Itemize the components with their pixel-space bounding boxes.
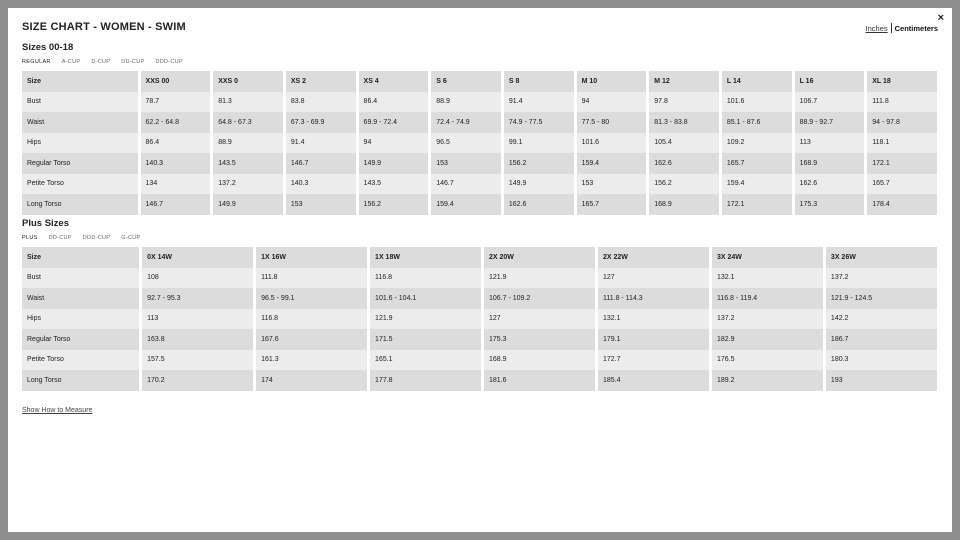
table-cell: 116.8 xyxy=(256,309,367,330)
size-column-header: L 16 xyxy=(795,71,865,92)
table-cell: 140.3 xyxy=(286,174,356,195)
table-cell: 105.4 xyxy=(649,133,719,154)
row-label: Waist xyxy=(22,112,138,133)
row-label: Regular Torso xyxy=(22,153,138,174)
table-cell: 156.2 xyxy=(359,194,429,215)
table-cell: 62.2 - 64.8 xyxy=(141,112,211,133)
table-cell: 172.7 xyxy=(598,350,709,371)
table-cell: 165.7 xyxy=(722,153,792,174)
table-cell: 111.8 xyxy=(256,268,367,289)
table-cell: 137.2 xyxy=(712,309,823,330)
size-column-header: 1X 18W xyxy=(370,247,481,268)
table-cell: 99.1 xyxy=(504,133,574,154)
section-title: Plus Sizes xyxy=(22,218,69,229)
table-cell: 165.7 xyxy=(867,174,937,195)
table-cell: 172.1 xyxy=(722,194,792,215)
table-cell: 137.2 xyxy=(213,174,283,195)
table-cell: 97.8 xyxy=(649,92,719,113)
table-cell: 186.7 xyxy=(826,329,937,350)
row-label: Long Torso xyxy=(22,370,139,391)
table-cell: 85.1 - 87.6 xyxy=(722,112,792,133)
size-column-header: L 14 xyxy=(722,71,792,92)
table-cell: 121.9 - 124.5 xyxy=(826,288,937,309)
table-row xyxy=(22,288,937,309)
table-cell: 178.4 xyxy=(867,194,937,215)
table-row xyxy=(22,350,937,371)
table-cell: 149.9 xyxy=(359,153,429,174)
table-cell: 137.2 xyxy=(826,268,937,289)
cup-tab[interactable]: DDD-CUP xyxy=(82,235,111,241)
table-cell: 83.8 xyxy=(286,92,356,113)
table-row xyxy=(22,268,937,289)
table-cell: 146.7 xyxy=(431,174,501,195)
size-header-cell: Size xyxy=(22,71,138,92)
table-cell: 118.1 xyxy=(867,133,937,154)
table-row xyxy=(22,133,937,154)
size-column-header: S 8 xyxy=(504,71,574,92)
size-column-header: 3X 26W xyxy=(826,247,937,268)
table-header-row xyxy=(22,247,937,268)
table-row xyxy=(22,174,937,195)
size-column-header: S 6 xyxy=(431,71,501,92)
table-cell: 182.9 xyxy=(712,329,823,350)
table-cell: 92.7 - 95.3 xyxy=(142,288,253,309)
table-cell: 142.2 xyxy=(826,309,937,330)
table-cell: 64.8 - 67.3 xyxy=(213,112,283,133)
table-cell: 163.8 xyxy=(142,329,253,350)
show-how-to-measure-link[interactable]: Show How to Measure xyxy=(22,407,93,414)
row-label: Regular Torso xyxy=(22,329,139,350)
size-column-header: XXS 0 xyxy=(213,71,283,92)
table-cell: 176.5 xyxy=(712,350,823,371)
table-cell: 143.5 xyxy=(213,153,283,174)
close-button[interactable]: × xyxy=(937,12,944,24)
table-row xyxy=(22,309,937,330)
section-title: Sizes 00-18 xyxy=(22,42,74,53)
table-cell: 113 xyxy=(795,133,865,154)
table-cell: 143.5 xyxy=(359,174,429,195)
cup-tab[interactable]: DDD-CUP xyxy=(155,59,183,65)
table-cell: 74.9 - 77.5 xyxy=(504,112,574,133)
table-cell: 116.8 - 119.4 xyxy=(712,288,823,309)
table-row xyxy=(22,194,937,215)
size-column-header: XXS 00 xyxy=(141,71,211,92)
table-cell: 159.4 xyxy=(577,153,647,174)
table-cell: 96.5 xyxy=(431,133,501,154)
size-column-header: 0X 14W xyxy=(142,247,253,268)
table-cell: 140.3 xyxy=(141,153,211,174)
table-cell: 161.3 xyxy=(256,350,367,371)
cup-tabs xyxy=(22,234,937,242)
cup-tab[interactable]: PLUS xyxy=(22,235,38,241)
table-cell: 132.1 xyxy=(712,268,823,289)
table-cell: 162.6 xyxy=(649,153,719,174)
table-cell: 181.6 xyxy=(484,370,595,391)
table-cell: 193 xyxy=(826,370,937,391)
modal-title: SIZE CHART - WOMEN - SWIM xyxy=(22,21,186,33)
table-cell: 149.9 xyxy=(504,174,574,195)
table-cell: 91.4 xyxy=(504,92,574,113)
table-cell: 101.6 xyxy=(722,92,792,113)
centimeters-link[interactable]: Centimeters xyxy=(894,23,938,33)
size-table-plus xyxy=(19,247,940,391)
unit-toggle xyxy=(866,23,938,33)
table-cell: 106.7 xyxy=(795,92,865,113)
table-cell: 170.2 xyxy=(142,370,253,391)
table-row xyxy=(22,92,937,113)
table-cell: 91.4 xyxy=(286,133,356,154)
size-column-header: 2X 22W xyxy=(598,247,709,268)
table-cell: 159.4 xyxy=(722,174,792,195)
table-cell: 168.9 xyxy=(484,350,595,371)
row-label: Petite Torso xyxy=(22,350,139,371)
section-plus-sizes xyxy=(22,218,937,391)
table-cell: 111.8 xyxy=(867,92,937,113)
table-cell: 94 xyxy=(577,92,647,113)
table-cell: 94 - 97.8 xyxy=(867,112,937,133)
row-label: Hips xyxy=(22,309,139,330)
table-cell: 149.9 xyxy=(213,194,283,215)
table-cell: 96.5 - 99.1 xyxy=(256,288,367,309)
table-row xyxy=(22,153,937,174)
table-cell: 157.5 xyxy=(142,350,253,371)
table-cell: 127 xyxy=(484,309,595,330)
table-cell: 109.2 xyxy=(722,133,792,154)
table-cell: 175.3 xyxy=(484,329,595,350)
cup-tab[interactable]: DD-CUP xyxy=(48,235,72,241)
cup-tab[interactable]: D-CUP xyxy=(91,59,111,65)
table-cell: 86.4 xyxy=(141,133,211,154)
table-cell: 88.9 - 92.7 xyxy=(795,112,865,133)
table-cell: 165.1 xyxy=(370,350,481,371)
cup-tab[interactable]: A-CUP xyxy=(61,59,81,65)
size-column-header: M 10 xyxy=(577,71,647,92)
table-cell: 106.7 - 109.2 xyxy=(484,288,595,309)
size-chart-modal xyxy=(8,8,952,532)
size-column-header: XS 4 xyxy=(359,71,429,92)
size-header-cell: Size xyxy=(22,247,139,268)
table-cell: 162.6 xyxy=(795,174,865,195)
table-cell: 156.2 xyxy=(649,174,719,195)
table-cell: 134 xyxy=(141,174,211,195)
size-table-regular xyxy=(19,71,940,215)
table-cell: 174 xyxy=(256,370,367,391)
table-cell: 175.3 xyxy=(795,194,865,215)
cup-tab[interactable]: G-CUP xyxy=(121,235,141,241)
row-label: Bust xyxy=(22,268,139,289)
inches-link[interactable]: Inches xyxy=(865,23,888,33)
table-cell: 69.9 - 72.4 xyxy=(359,112,429,133)
row-label: Waist xyxy=(22,288,139,309)
table-cell: 189.2 xyxy=(712,370,823,391)
table-cell: 86.4 xyxy=(359,92,429,113)
table-cell: 171.5 xyxy=(370,329,481,350)
cup-tab[interactable]: DD-CUP xyxy=(121,59,145,65)
table-cell: 180.3 xyxy=(826,350,937,371)
table-cell: 153 xyxy=(577,174,647,195)
table-cell: 108 xyxy=(142,268,253,289)
row-label: Petite Torso xyxy=(22,174,138,195)
table-cell: 167.6 xyxy=(256,329,367,350)
table-cell: 101.6 xyxy=(577,133,647,154)
table-header-row xyxy=(22,71,937,92)
section-sizes-00-18 xyxy=(22,42,937,215)
table-cell: 127 xyxy=(598,268,709,289)
cup-tabs xyxy=(22,58,937,66)
table-cell: 146.7 xyxy=(141,194,211,215)
table-row xyxy=(22,112,937,133)
table-cell: 121.9 xyxy=(484,268,595,289)
table-cell: 94 xyxy=(359,133,429,154)
table-cell: 165.7 xyxy=(577,194,647,215)
row-label: Bust xyxy=(22,92,138,113)
size-column-header: XS 2 xyxy=(286,71,356,92)
size-column-header: M 12 xyxy=(649,71,719,92)
table-cell: 146.7 xyxy=(286,153,356,174)
table-cell: 177.8 xyxy=(370,370,481,391)
table-cell: 101.6 - 104.1 xyxy=(370,288,481,309)
table-cell: 159.4 xyxy=(431,194,501,215)
table-cell: 162.6 xyxy=(504,194,574,215)
cup-tab[interactable]: REGULAR xyxy=(22,59,51,65)
table-cell: 153 xyxy=(431,153,501,174)
table-cell: 113 xyxy=(142,309,253,330)
table-cell: 81.3 - 83.8 xyxy=(649,112,719,133)
table-row xyxy=(22,329,937,350)
size-column-header: 1X 16W xyxy=(256,247,367,268)
table-cell: 88.9 xyxy=(213,133,283,154)
table-cell: 168.9 xyxy=(795,153,865,174)
size-column-header: 3X 24W xyxy=(712,247,823,268)
table-cell: 153 xyxy=(286,194,356,215)
table-cell: 72.4 - 74.9 xyxy=(431,112,501,133)
table-cell: 77.5 - 80 xyxy=(577,112,647,133)
table-cell: 132.1 xyxy=(598,309,709,330)
table-cell: 156.2 xyxy=(504,153,574,174)
table-cell: 81.3 xyxy=(213,92,283,113)
row-label: Hips xyxy=(22,133,138,154)
table-cell: 172.1 xyxy=(867,153,937,174)
table-cell: 88.9 xyxy=(431,92,501,113)
table-cell: 111.8 - 114.3 xyxy=(598,288,709,309)
table-row xyxy=(22,370,937,391)
size-column-header: 2X 20W xyxy=(484,247,595,268)
table-cell: 116.8 xyxy=(370,268,481,289)
unit-divider xyxy=(891,23,892,33)
table-cell: 168.9 xyxy=(649,194,719,215)
row-label: Long Torso xyxy=(22,194,138,215)
table-cell: 185.4 xyxy=(598,370,709,391)
table-cell: 67.3 - 69.9 xyxy=(286,112,356,133)
table-cell: 78.7 xyxy=(141,92,211,113)
size-column-header: XL 18 xyxy=(867,71,937,92)
table-cell: 121.9 xyxy=(370,309,481,330)
table-cell: 179.1 xyxy=(598,329,709,350)
